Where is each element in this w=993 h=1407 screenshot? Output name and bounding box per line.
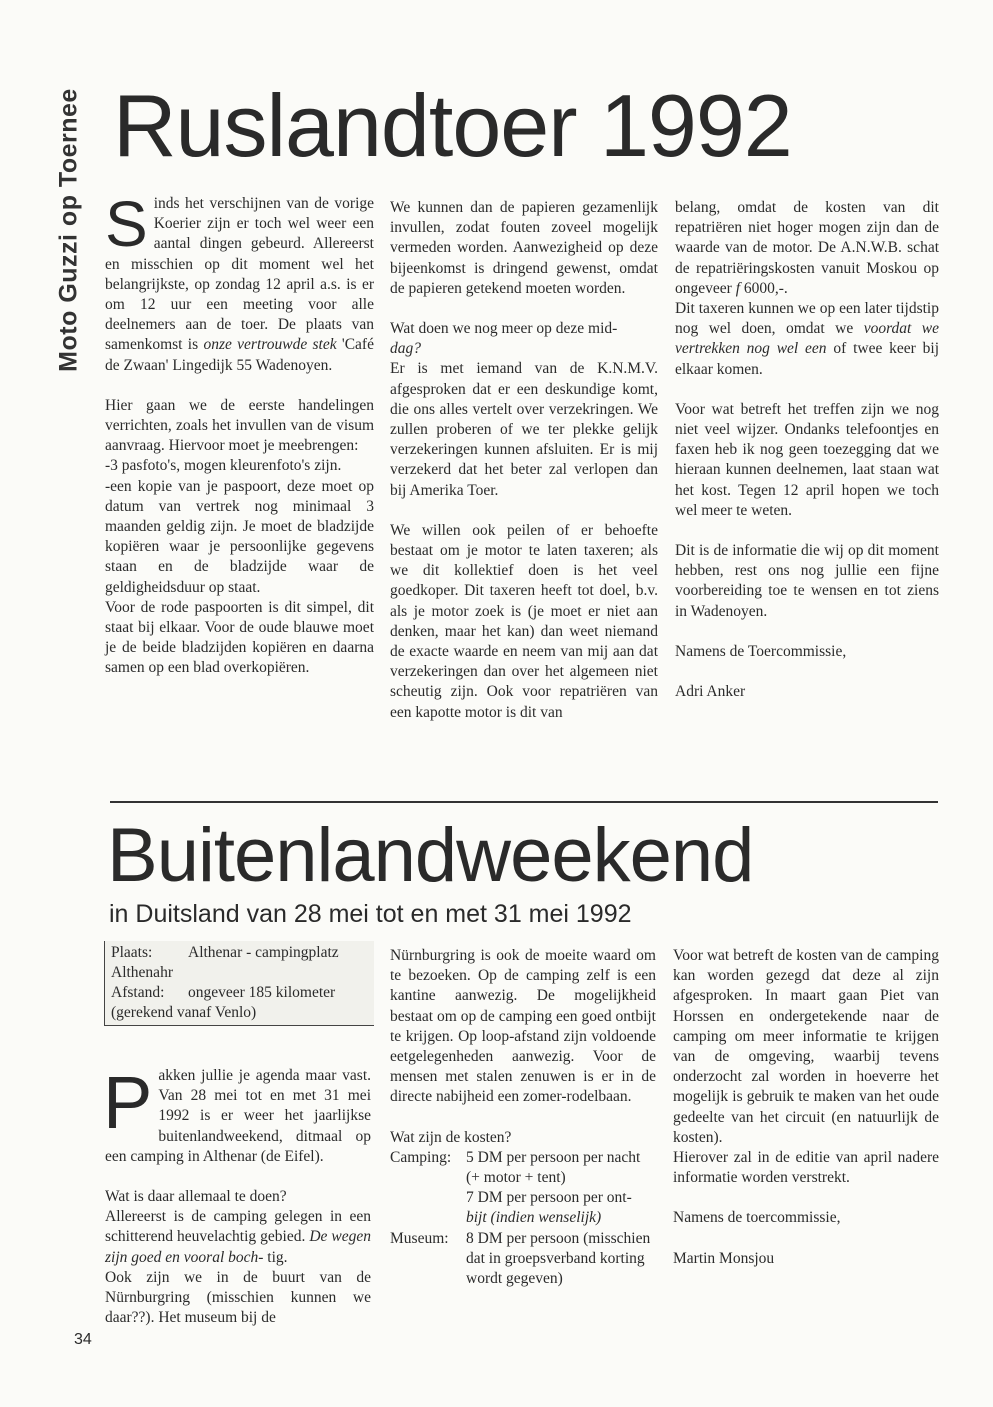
article1-col3-paragraph-3: Voor wat betreft het treffen zijn we nog niet veel wijzer. Ondanks telefoontjes en faxen heb ik nog geen toezegging dat we hieraan kunnen deelnemen, laat staan wat het kost. Tegen 12 april hopen we toch wel meer te weten. [675, 400, 939, 519]
article2-col1-paragraph-1 [103, 1061, 371, 1167]
article1-col1-paragraph-4: -een kopie van je paspoort, deze moet op datum van vertrek nog minimaal 3 maanden geldig zijn. Je moet de bladzijde kopiëren waar je persoonlijke gegevens staan en de bladzijde waar de geldigheidsduur op staat. [105, 477, 374, 596]
article1-column-1 [105, 188, 374, 679]
article2-column-3 [673, 946, 939, 1269]
article2-col1-p1-text: akken jullie je agenda maar vast. Van 28 mei tot en met 31 mei 1992 is er weer het jaarlijkse buitenlandweekend, ditmaal op een camping in Althenar (de Eifel). [105, 1067, 371, 1165]
article2-col1-paragraph-4: Ook zijn we in de buurt van de Nürnburgring (misschien kunnen we daar??). Het museum bij de [105, 1268, 371, 1327]
article1-col3-signoff: Namens de Toercommissie, [675, 642, 847, 660]
costs-camping-line-1: 5 DM per persoon per nacht (+ motor + tent) [466, 1148, 641, 1187]
article2-col3-paragraph-2: Hierover zal in de editie van april nadere informatie worden verstrekt. [673, 1149, 939, 1187]
costs-camping-values [466, 1148, 656, 1229]
article2-col1-paragraph-3 [105, 1207, 371, 1268]
article2-column-1 [103, 1061, 371, 1328]
article1-col2-question [390, 319, 658, 359]
article1-col2-question-b: dag? [390, 340, 421, 358]
infobox-place-value-2: Althenahr [111, 964, 173, 981]
article2-col3-author: Martin Monsjou [673, 1249, 775, 1267]
article1-col1-paragraph-5: Voor de rode paspoorten is dit simpel, dit staat bij elkaar. Voor de oude blauwe moet je de beide bladzijden kopiëren en daarna samen op een blad overkopiëren. [105, 598, 374, 677]
article2-col2-paragraph-1: Nürnburgring is ook de moeite waard om te bezoeken. Op de camping zelf is een kantine aanwezig. De mogelijkheid bestaat om op de camping een goed ontbijt te krijgen. Op loop-afstand zijn voldoende eetgelegenheden aanwezig. Voor de mensen met stalen zenuwen is er in de directe nabijheid een zomer-rodelbaan. [390, 947, 656, 1106]
infobox-distance-label: Afstand: [111, 984, 165, 1001]
section-divider [110, 801, 938, 803]
article1-col3-p2-a: Dit taxeren kunnen we op een later tijdstip nog wel doen, omdat we [675, 300, 939, 338]
article1-col3-p2-italic: voordat we vertrekken nog wel een [675, 320, 939, 358]
article2-col1-p3-b: tig. [267, 1248, 288, 1266]
article2-dropcap: P [103, 1061, 153, 1144]
article1-col3-p1-a: belang, omdat de kosten van dit repatriëren niet hoger mogen zijn dan de waarde van de motor. De A.N.W.B. schat de repatriëringskosten vanuit Moskou op ongeveer [675, 199, 939, 297]
section-side-label-text: Moto Guzzi op Toernee [54, 88, 83, 372]
article2-col1-p3-a: Allereerst is de camping gelegen in een schitterend heuvelachtig gebied. [105, 1208, 371, 1246]
article1-col2-paragraph-1: We kunnen dan de papieren gezamenlijk invullen, zodat fouten zoveel mogelijk vermeden worden. Aanwezigheid op deze bijeenkomst is dringend gewenst, omdat de papieren getekend moeten worden. [390, 199, 658, 297]
article1-column-3 [675, 198, 939, 702]
article1-col1-paragraph-2: Hier gaan we de eerste handelingen verrichten, zoals het invullen van de visum aanvraag. Hiervoor moet je meebrengen: [105, 396, 374, 455]
costs-museum-value: 8 DM per persoon (misschien dat in groepsverband korting wordt gegeven) [466, 1229, 651, 1288]
costs-camping-row [390, 1148, 656, 1229]
article1-col3-paragraph-2 [675, 299, 939, 380]
article1-col2-paragraph-4: We willen ook peilen of er behoefte bestaat om je motor te laten taxeren; als we dit kollektief doen is het veel goedkoper. Dit taxeren heeft tot doel, b.v. als je motor zoek is (je moet er niet aan denken, maar het kan) dan weet niemand de exacte waarde en neem van mij aan dat verzekeringen dan over het algemeen niet scheutig zijn. Ook voor repatriëren van een kapotte motor is dit van [390, 521, 658, 721]
article2-title: Buitenlandweekend [107, 813, 754, 898]
article2-subtitle: in Duitsland van 28 mei tot en met 31 mei 1992 [109, 900, 632, 928]
costs-camping-label: Camping: [390, 1148, 452, 1166]
costs-camping-line-2: 7 DM per persoon per ont- [466, 1189, 632, 1207]
article1-title: Ruslandtoer 1992 [113, 76, 792, 175]
article1-col1-paragraph-3: -3 pasfoto's, mogen kleurenfoto's zijn. [105, 457, 342, 475]
article1-dropcap: S [105, 188, 148, 260]
article1-col1-paragraph-1 [105, 188, 374, 376]
article2-col1-question: Wat is daar allemaal te doen? [105, 1188, 287, 1206]
article1-col3-p1-b: 6000,-. [743, 279, 788, 297]
article1-col2-question-a: Wat doen we nog meer op deze mid- [390, 320, 618, 338]
infobox-place-row [111, 943, 374, 963]
article1-col2-paragraph-3: Er is met iemand van de K.N.M.V. afgesproken dat er een deskundige komt, die ons alles vertelt over verzekringen. We zullen proberen of we ter plekke gelijk verzekeringen kunnen afsluiten. Er is mij verzekerd dat het beter zal verlopen dan bij Amerika Toer. [390, 360, 658, 499]
article1-col3-florin: f [735, 279, 740, 297]
article1-col1-p1-end: 'Café de Zwaan' Lingedijk 55 Wadenoyen. [105, 336, 374, 374]
article1-column-2 [390, 198, 658, 723]
article2-col2-costs-heading: Wat zijn de kosten? [390, 1128, 512, 1146]
infobox-place-value: Althenar - campingplatz [188, 944, 339, 961]
costs-camping-line-2-italic: bijt (indien wenselijk) [466, 1209, 602, 1227]
article1-col3-paragraph-1 [675, 198, 939, 299]
article2-col3-paragraph-1: Voor wat betreft de kosten van de camping kan worden gezegd dat deze al zijn afgesproken. In maart gaan Piet van Horssen en ondergetekende naar de camping om meer informatie te krijgen van de omgeving, waarbij tevens onderzocht zal worden in hoeverre het mogelijk is gebruik te maken van het oude gedeelte van het circuit (en natuurlijk de kosten). [673, 947, 939, 1146]
article1-col3-p2-b: of twee keer bij elkaar komen. [675, 340, 939, 378]
costs-museum-label: Museum: [390, 1229, 449, 1247]
page-number: 34 [74, 1331, 92, 1348]
article1-col1-p1-italic: onze vertrouwde stek [203, 336, 337, 354]
infobox-distance-value: ongeveer 185 kilometer [188, 984, 336, 1001]
infobox-distance-value-2: (gerekend vanaf Venlo) [111, 1004, 257, 1021]
article2-col1-p3-italic: De wegen zijn goed en vooral boch- [105, 1228, 371, 1266]
article2-infobox [104, 941, 374, 1026]
costs-museum-row [390, 1229, 656, 1290]
infobox-distance-row [111, 983, 374, 1003]
article2-col3-signoff: Namens de toercommissie, [673, 1209, 841, 1227]
article1-col3-paragraph-4: Dit is de informatie die wij op dit moment hebben, rest ons nog jullie een fijne voorbereiding toe te wensen en tot ziens in Wadenoyen. [675, 542, 939, 620]
infobox-place-label: Plaats: [111, 944, 153, 961]
article1-col3-author: Adri Anker [675, 683, 746, 701]
article2-column-2 [390, 946, 656, 1289]
section-side-label [47, 90, 91, 370]
article1-col1-p1-text: inds het verschijnen van de vorige Koerier zijn er toch wel weer een aantal dingen gebeurd. Allereerst en misschien op dit moment wel het belangrijkste, op zondag 12 april a.s. is er om 12 uur een meeting voor alle deelnemers aan de toer. De plaats van samenkomst is [105, 195, 374, 354]
